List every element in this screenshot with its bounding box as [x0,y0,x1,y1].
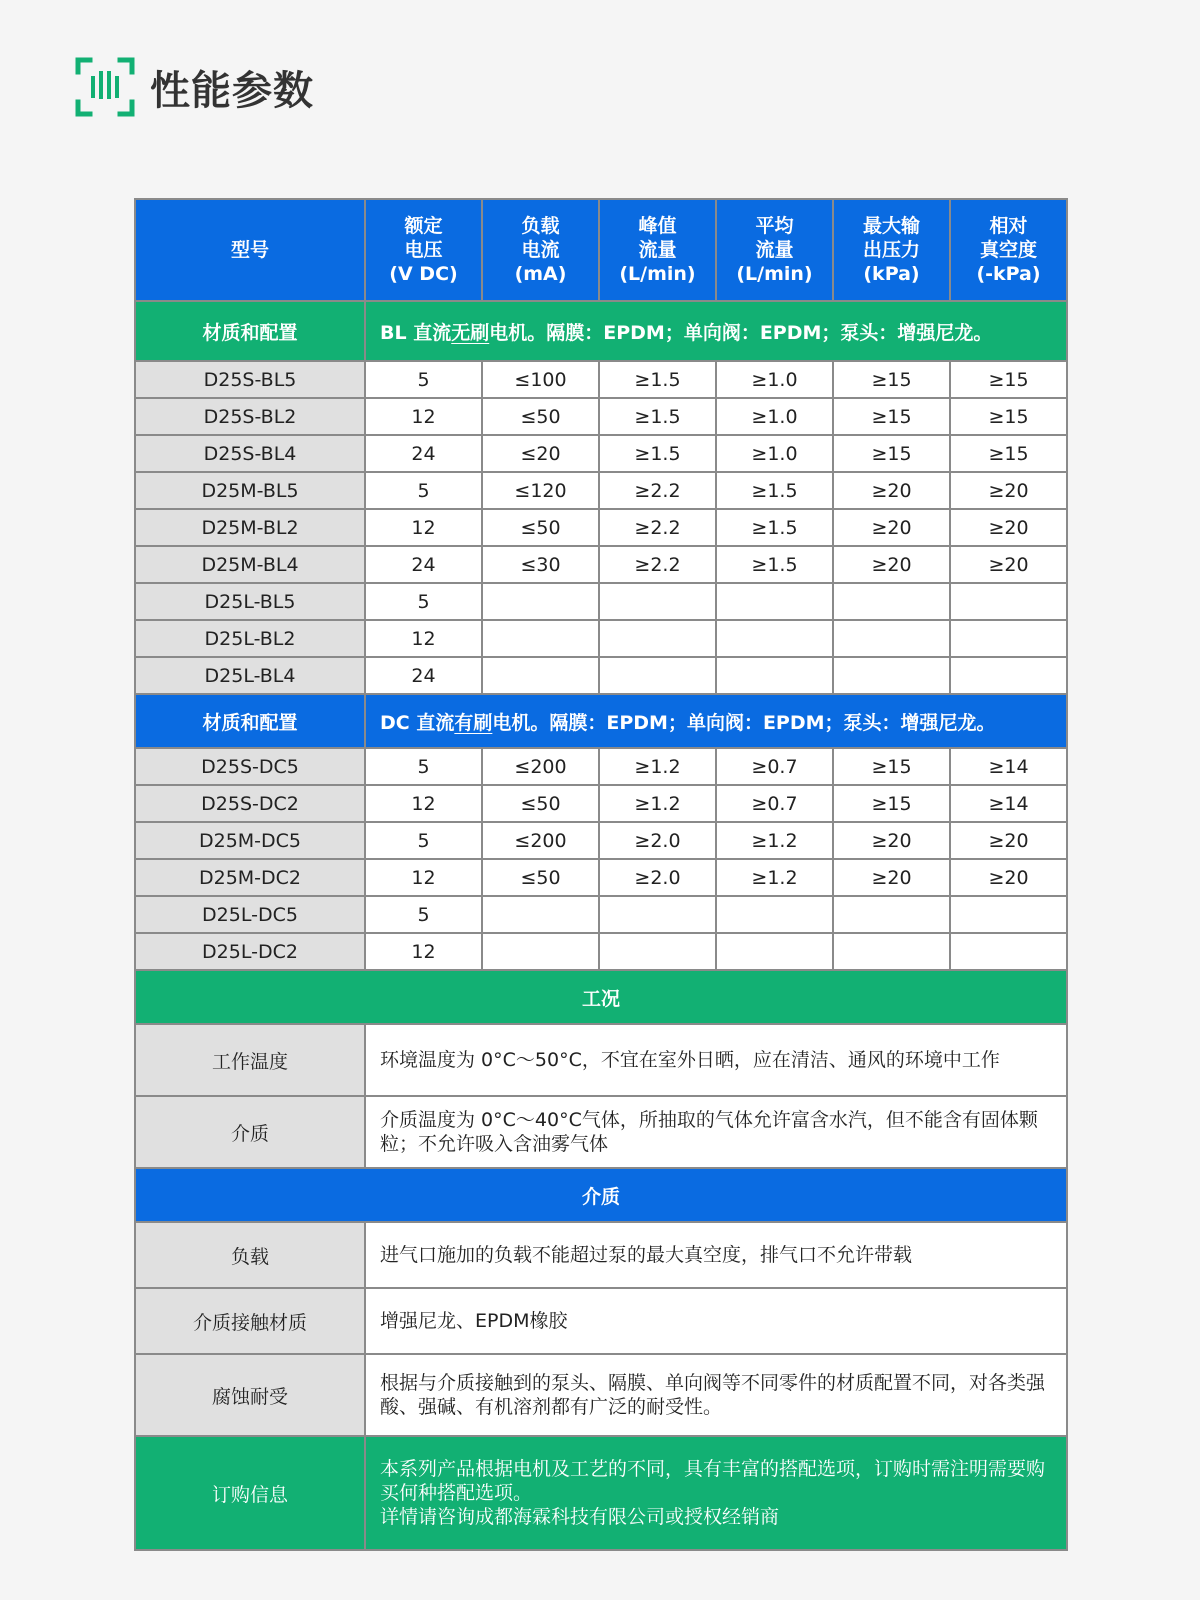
value-cell [716,933,833,970]
corrosion-label: 腐蚀耐受 [135,1354,365,1436]
temp-label: 工作温度 [135,1024,365,1096]
value-cell: ≤200 [482,748,599,785]
value-cell [599,620,716,657]
medium-text: 介质温度为 0°C～40°C气体，所抽取的气体允许富含水汽，但不能含有固体颗粒；不允许吸入含油雾气体 [365,1096,1067,1168]
value-cell [599,933,716,970]
value-cell: ≥2.0 [599,822,716,859]
value-cell: ≥1.0 [716,361,833,398]
header-current: 负载 电流 (mA) [482,199,599,301]
order-row [135,1436,1067,1550]
value-cell: ≤50 [482,509,599,546]
value-cell [950,583,1067,620]
value-cell: ≥15 [950,435,1067,472]
value-cell: ≥1.5 [599,398,716,435]
model-cell: D25S-DC5 [135,748,365,785]
model-cell: D25L-DC2 [135,933,365,970]
value-cell [716,657,833,694]
header-vacuum: 相对 真空度 (-kPa) [950,199,1067,301]
order-line-2: 详情请咨询成都海霖科技有限公司或授权经销商 [380,1506,780,1528]
value-cell: 12 [365,398,482,435]
model-cell: D25S-DC2 [135,785,365,822]
value-cell: ≥20 [833,859,950,896]
load-row [135,1222,1067,1288]
value-cell [716,583,833,620]
table-row [135,933,1067,970]
value-cell: ≤30 [482,546,599,583]
value-cell: ≥14 [950,785,1067,822]
medium-label: 介质 [135,1096,365,1168]
value-cell: ≥20 [833,546,950,583]
order-text [365,1436,1067,1550]
value-cell: ≤100 [482,361,599,398]
value-cell: 24 [365,435,482,472]
value-cell: ≥2.2 [599,472,716,509]
order-line-1: 本系列产品根据电机及工艺的不同，具有丰富的搭配选项，订购时需注明需要购买何种搭配选项。 [380,1458,1046,1504]
value-cell [716,620,833,657]
model-cell: D25L-BL4 [135,657,365,694]
table-row [135,509,1067,546]
section-label: 材质和配置 [135,301,365,361]
value-cell: ≥2.2 [599,509,716,546]
table-row [135,785,1067,822]
medium-row [135,1096,1067,1168]
section-config-text: DC 直流有刷电机。隔膜：EPDM；单向阀：EPDM；泵头：增强尼龙。 [365,694,1067,748]
value-cell [482,620,599,657]
value-cell: ≥20 [833,509,950,546]
table-row [135,822,1067,859]
contact-label: 介质接触材质 [135,1288,365,1354]
table-row [135,435,1067,472]
value-cell: ≥0.7 [716,748,833,785]
value-cell: ≥1.5 [716,546,833,583]
value-cell: ≥20 [833,472,950,509]
model-cell: D25S-BL4 [135,435,365,472]
value-cell: ≥1.0 [716,435,833,472]
value-cell: ≥15 [833,361,950,398]
value-cell: ≥1.5 [716,509,833,546]
value-cell: ≥15 [833,435,950,472]
value-cell: 12 [365,509,482,546]
value-cell [482,896,599,933]
value-cell: 24 [365,657,482,694]
header-model: 型号 [135,199,365,301]
value-cell: ≥1.0 [716,398,833,435]
corrosion-text: 根据与介质接触到的泵头、隔膜、单向阀等不同零件的材质配置不同，对各类强酸、强碱、有机溶剂都有广泛的耐受性。 [365,1354,1067,1436]
value-cell: ≥1.2 [716,859,833,896]
table-row [135,361,1067,398]
value-cell: 24 [365,546,482,583]
value-cell: ≤50 [482,859,599,896]
value-cell: 12 [365,933,482,970]
value-cell [716,896,833,933]
medium-title: 介质 [135,1168,1067,1222]
value-cell [833,896,950,933]
value-cell: ≥15 [833,398,950,435]
value-cell: ≥1.5 [716,472,833,509]
value-cell: 5 [365,583,482,620]
value-cell: ≥15 [833,785,950,822]
value-cell: ≥20 [950,859,1067,896]
section-label: 材质和配置 [135,694,365,748]
value-cell: ≤200 [482,822,599,859]
value-cell: ≥14 [950,748,1067,785]
value-cell [950,657,1067,694]
model-cell: D25L-BL5 [135,583,365,620]
page-title: 性能参数 [150,67,314,114]
value-cell: 5 [365,896,482,933]
value-cell: ≥20 [950,472,1067,509]
value-cell: ≥1.5 [599,435,716,472]
spec-table [134,198,1068,1551]
page-header [74,56,314,118]
value-cell [833,933,950,970]
table-row [135,859,1067,896]
temp-row [135,1024,1067,1096]
value-cell: ≤20 [482,435,599,472]
model-cell: D25L-DC5 [135,896,365,933]
header-voltage: 额定 电压 (V DC) [365,199,482,301]
header-max-pressure: 最大输 出压力 (kPa) [833,199,950,301]
conditions-title: 工况 [135,970,1067,1024]
model-cell: D25S-BL2 [135,398,365,435]
value-cell [833,657,950,694]
value-cell: ≥0.7 [716,785,833,822]
model-cell: D25M-BL5 [135,472,365,509]
model-cell: D25M-BL4 [135,546,365,583]
model-cell: D25M-DC5 [135,822,365,859]
load-text: 进气口施加的负载不能超过泵的最大真空度，排气口不允许带载 [365,1222,1067,1288]
load-label: 负载 [135,1222,365,1288]
value-cell: 12 [365,785,482,822]
model-cell: D25S-BL5 [135,361,365,398]
temp-text: 环境温度为 0°C～50°C，不宜在室外日晒，应在清洁、通风的环境中工作 [365,1024,1067,1096]
table-row [135,896,1067,933]
value-cell: ≥1.5 [599,361,716,398]
order-label: 订购信息 [135,1436,365,1550]
model-cell: D25M-DC2 [135,859,365,896]
value-cell: ≥1.2 [716,822,833,859]
value-cell: ≤50 [482,785,599,822]
value-cell: ≥2.2 [599,546,716,583]
value-cell: ≥2.0 [599,859,716,896]
model-cell: D25L-BL2 [135,620,365,657]
value-cell: ≥15 [833,748,950,785]
table-row [135,583,1067,620]
value-cell: 5 [365,472,482,509]
value-cell: 5 [365,748,482,785]
contact-text: 增强尼龙、EPDM橡胶 [365,1288,1067,1354]
value-cell: 5 [365,822,482,859]
section-bl-config [135,301,1067,361]
value-cell: ≥1.2 [599,748,716,785]
table-row [135,748,1067,785]
value-cell: ≥20 [833,822,950,859]
section-config-text: BL 直流无刷电机。隔膜：EPDM；单向阀：EPDM；泵头：增强尼龙。 [365,301,1067,361]
value-cell: 12 [365,859,482,896]
table-header-row [135,199,1067,301]
corrosion-row [135,1354,1067,1436]
value-cell: ≥15 [950,361,1067,398]
value-cell [482,933,599,970]
medium-title-row [135,1168,1067,1222]
value-cell: ≥15 [950,398,1067,435]
value-cell [950,933,1067,970]
barcode-scan-icon [74,56,136,118]
value-cell: 5 [365,361,482,398]
header-avg-flow: 平均 流量 (L/min) [716,199,833,301]
table-row [135,472,1067,509]
value-cell [599,896,716,933]
header-peak-flow: 峰值 流量 (L/min) [599,199,716,301]
value-cell [599,657,716,694]
value-cell [950,620,1067,657]
value-cell: ≥20 [950,509,1067,546]
value-cell: ≥20 [950,546,1067,583]
value-cell [950,896,1067,933]
conditions-title-row [135,970,1067,1024]
value-cell [599,583,716,620]
table-row [135,657,1067,694]
table-row [135,620,1067,657]
value-cell [482,583,599,620]
table-row [135,546,1067,583]
value-cell [833,620,950,657]
value-cell: 12 [365,620,482,657]
value-cell [482,657,599,694]
value-cell: ≤120 [482,472,599,509]
contact-row [135,1288,1067,1354]
section-dc-config [135,694,1067,748]
table-row [135,398,1067,435]
value-cell [833,583,950,620]
value-cell: ≥20 [950,822,1067,859]
model-cell: D25M-BL2 [135,509,365,546]
value-cell: ≥1.2 [599,785,716,822]
value-cell: ≤50 [482,398,599,435]
